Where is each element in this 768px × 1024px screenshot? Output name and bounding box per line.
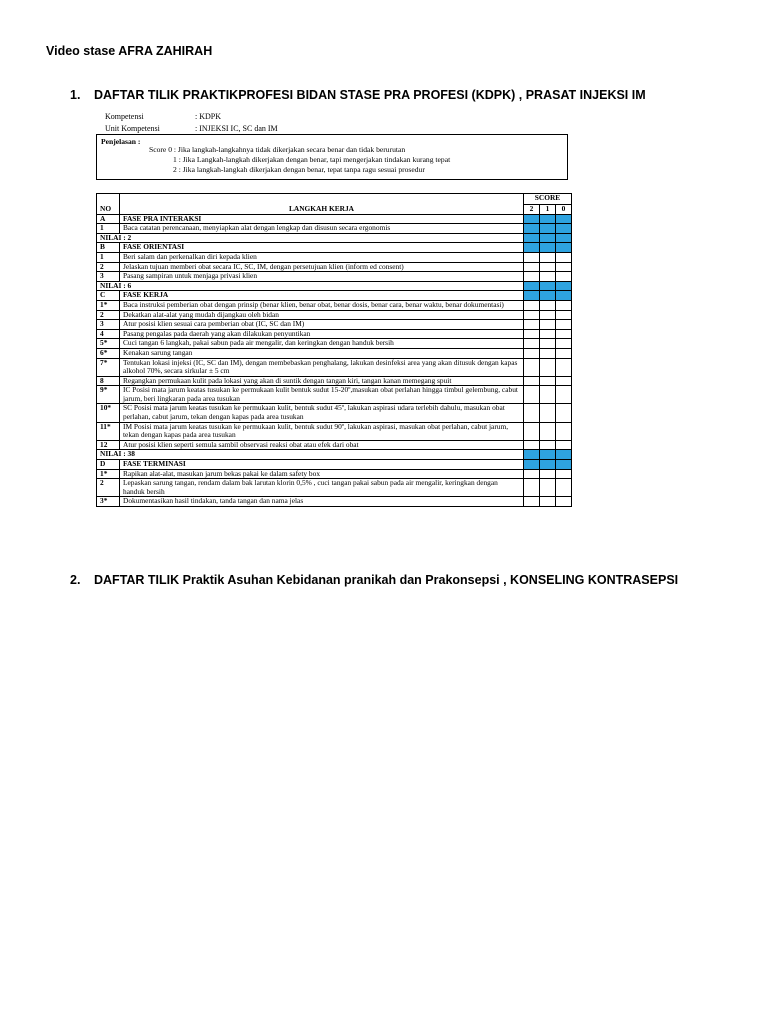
step-text: Dekatkan alat-alat yang mudah dijangkau oleh bidan: [120, 310, 524, 320]
header-score: SCORE: [523, 194, 571, 205]
row-number: 2: [97, 310, 120, 320]
score-cell[interactable]: [555, 214, 571, 224]
score-cell[interactable]: [539, 214, 555, 224]
score-cell[interactable]: [539, 224, 555, 234]
score-cell[interactable]: [523, 300, 539, 310]
row-number: D: [97, 460, 120, 470]
score-cell[interactable]: [555, 252, 571, 262]
score-cell[interactable]: [523, 243, 539, 253]
header-no: NO: [97, 194, 120, 215]
score-cell[interactable]: [555, 348, 571, 358]
row-number: 5*: [97, 339, 120, 349]
score-cell[interactable]: [555, 272, 571, 282]
row-number: 3*: [97, 497, 120, 507]
score-cell[interactable]: [523, 262, 539, 272]
table-header-row: [97, 194, 572, 205]
document-title: Video stase AFRA ZAHIRAH: [46, 44, 213, 58]
score-cell[interactable]: [523, 272, 539, 282]
section-row: [97, 243, 572, 253]
score-cell[interactable]: [523, 310, 539, 320]
meta-key: Unit Kompetensi: [105, 124, 160, 133]
score-cell[interactable]: [523, 479, 539, 497]
section-title: FASE ORIENTASI: [120, 243, 524, 253]
table-row: [97, 422, 572, 440]
score-cell[interactable]: [555, 262, 571, 272]
table-row: [97, 320, 572, 330]
row-number: 7*: [97, 358, 120, 376]
score-cell[interactable]: [523, 497, 539, 507]
score-cell[interactable]: [523, 291, 539, 301]
penjelasan-line: 1 : Jika Langkah-langkah dikerjakan dengan benar, tapi mengerjakan tindakan kurang tepat: [173, 155, 451, 164]
score-cell[interactable]: [555, 460, 571, 470]
score-cell[interactable]: [555, 281, 571, 291]
score-cell[interactable]: [523, 214, 539, 224]
heading-2-text: DAFTAR TILIK Praktik Asuhan Kebidanan pranikah dan Prakonsepsi , KONSELING KONTRASEPSI: [94, 573, 679, 587]
row-number: 11*: [97, 422, 120, 440]
row-number: 1: [97, 224, 120, 234]
row-number: A: [97, 214, 120, 224]
score-cell[interactable]: [555, 469, 571, 479]
step-text: Baca instruksi pemberian obat dengan prinsip (benar klien, benar obat, benar dosis, benar cara, benar waktu, benar dokumentasi): [120, 300, 524, 310]
nilai-label: NILAI : 2: [97, 233, 524, 243]
row-number: 12: [97, 440, 120, 450]
score-cell[interactable]: [523, 376, 539, 386]
row-number: 4: [97, 329, 120, 339]
score-cell[interactable]: [523, 320, 539, 330]
table-row: [97, 339, 572, 349]
table-row: [97, 310, 572, 320]
table-row: [97, 386, 572, 404]
step-text: Cuci tangan 6 langkah, pakai sabun pada air mengalir, dan keringkan dengan handuk bersih: [120, 339, 524, 349]
step-text: Lepaskan sarung tangan, rendam dalam bak larutan klorin 0,5% , cuci tangan pakai sabun pada air mengalir, keringkan dengan handuk bersih: [120, 479, 524, 497]
section-row: [97, 291, 572, 301]
row-number: 2: [97, 262, 120, 272]
table-row: [97, 224, 572, 234]
step-text: Atur posisi klien seperti semula sambil observasi reaksi obat atau efek dari obat: [120, 440, 524, 450]
score-cell[interactable]: [555, 358, 571, 376]
score-cell[interactable]: [523, 233, 539, 243]
score-cell[interactable]: [539, 479, 555, 497]
step-text: SC Posisi mata jarum keatas tusukan ke permukaan kulit, bentuk sudut 45º, lakukan aspirasi udara terlebih dahulu, masukan obat perlahan, cabut jarum, tekan dengan kapas pada area tusukan: [120, 404, 524, 422]
table-row: [97, 272, 572, 282]
score-cell[interactable]: [555, 386, 571, 404]
table-row: [97, 440, 572, 450]
table-row: [97, 262, 572, 272]
step-text: IM Posisi mata jarum keatas tusukan ke permukaan kulit, bentuk sudut 90º, lakukan aspirasi, masukan obat perlahan, cabut jarum, tekan dengan kapas pada area tusukan: [120, 422, 524, 440]
score-cell[interactable]: [539, 376, 555, 386]
row-number: B: [97, 243, 120, 253]
section-title: FASE PRA INTERAKSI: [120, 214, 524, 224]
row-number: C: [97, 291, 120, 301]
score-cell[interactable]: [555, 291, 571, 301]
score-cell[interactable]: [539, 422, 555, 440]
score-cell[interactable]: [555, 404, 571, 422]
score-cell[interactable]: [539, 281, 555, 291]
score-cell[interactable]: [523, 224, 539, 234]
penjelasan-title: Penjelasan :: [101, 137, 141, 146]
step-text: Baca catatan perencanaan, menyiapkan alat dengan lengkap dan disusun secara ergonomis: [120, 224, 524, 234]
score-cell[interactable]: [523, 329, 539, 339]
score-cell[interactable]: [539, 320, 555, 330]
table-row: [97, 376, 572, 386]
score-cell[interactable]: [539, 252, 555, 262]
score-cell[interactable]: [539, 497, 555, 507]
score-cell[interactable]: [539, 262, 555, 272]
score-cell[interactable]: [523, 460, 539, 470]
header-score-0: 0: [555, 205, 571, 215]
score-cell[interactable]: [523, 386, 539, 404]
meta-value: : INJEKSI IC, SC dan IM: [195, 124, 278, 133]
nilai-row: [97, 233, 572, 243]
score-cell[interactable]: [555, 233, 571, 243]
meta-kompetensi: [105, 112, 221, 121]
score-cell[interactable]: [539, 450, 555, 460]
score-cell[interactable]: [523, 358, 539, 376]
table-row: [97, 348, 572, 358]
row-number: 1*: [97, 300, 120, 310]
table-row: [97, 358, 572, 376]
penjelasan-box: [96, 134, 568, 180]
table-row: [97, 329, 572, 339]
header-score-1: 1: [539, 205, 555, 215]
table-row: [97, 497, 572, 507]
score-cell[interactable]: [539, 300, 555, 310]
score-cell[interactable]: [539, 339, 555, 349]
score-cell[interactable]: [539, 291, 555, 301]
header-langkah-kerja: LANGKAH KERJA: [120, 194, 524, 215]
heading-1-text: DAFTAR TILIK PRAKTIKPROFESI BIDAN STASE PRA PROFESI (KDPK) , PRASAT INJEKSI IM: [94, 88, 646, 102]
row-number: 1: [97, 252, 120, 262]
heading-2: [70, 573, 678, 587]
score-cell[interactable]: [523, 469, 539, 479]
row-number: 2: [97, 479, 120, 497]
table-row: [97, 404, 572, 422]
score-cell[interactable]: [555, 440, 571, 450]
score-cell[interactable]: [523, 348, 539, 358]
step-text: Dokumentasikan hasil tindakan, tanda tangan dan nama jelas: [120, 497, 524, 507]
row-number: 1*: [97, 469, 120, 479]
step-text: Regangkan permukaan kulit pada lokasi yang akan di suntik dengan tangan kiri, tangan kanan memegang spuit: [120, 376, 524, 386]
row-number: 6*: [97, 348, 120, 358]
meta-unit-kompetensi: [105, 124, 278, 133]
score-cell[interactable]: [555, 310, 571, 320]
score-cell[interactable]: [555, 497, 571, 507]
step-text: Beri salam dan perkenalkan diri kepada klien: [120, 252, 524, 262]
score-cell[interactable]: [523, 450, 539, 460]
heading-2-number: 2.: [70, 573, 81, 587]
score-cell[interactable]: [539, 358, 555, 376]
score-cell[interactable]: [539, 310, 555, 320]
score-cell[interactable]: [555, 479, 571, 497]
score-cell[interactable]: [539, 348, 555, 358]
section-row: [97, 214, 572, 224]
score-cell[interactable]: [539, 404, 555, 422]
score-cell[interactable]: [523, 252, 539, 262]
nilai-row: [97, 281, 572, 291]
step-text: Pasang pengalas pada daerah yang akan dilakukan penyuntikan: [120, 329, 524, 339]
nilai-label: NILAI : 6: [97, 281, 524, 291]
score-cell[interactable]: [523, 422, 539, 440]
row-number: 3: [97, 272, 120, 282]
penjelasan-line: Score 0 : Jika langkah-langkahnya tidak dikerjakan secara benar dan tidak berurutan: [149, 145, 406, 154]
heading-1-number: 1.: [70, 88, 81, 102]
score-cell[interactable]: [555, 339, 571, 349]
table-row: [97, 479, 572, 497]
score-cell[interactable]: [539, 329, 555, 339]
score-cell[interactable]: [523, 404, 539, 422]
score-cell[interactable]: [523, 281, 539, 291]
score-cell[interactable]: [523, 339, 539, 349]
step-text: Tentukan lokasi injeksi (IC, SC dan IM), dengan membebaskan penghalang, lakukan desinfeksi area yang akan ditusuk dengan kapas alkohol 70%, secara sirkular ± 5 cm: [120, 358, 524, 376]
meta-value: : KDPK: [195, 112, 222, 121]
score-cell[interactable]: [555, 320, 571, 330]
step-text: Rapikan alat-alat, masukan jarum bekas pakai ke dalam safety box: [120, 469, 524, 479]
score-cell[interactable]: [555, 329, 571, 339]
nilai-row: [97, 450, 572, 460]
checklist-table: [96, 193, 572, 507]
score-cell[interactable]: [555, 224, 571, 234]
score-cell[interactable]: [555, 243, 571, 253]
score-cell[interactable]: [555, 422, 571, 440]
step-text: Jelaskan tujuan memberi obat secara IC, SC, IM, dengan persetujuan klien (inform ed consent): [120, 262, 524, 272]
row-number: 10*: [97, 404, 120, 422]
score-cell[interactable]: [539, 469, 555, 479]
score-cell[interactable]: [539, 440, 555, 450]
score-cell[interactable]: [539, 386, 555, 404]
step-text: Atur posisi klien sesuai cara pemberian obat (IC, SC dan IM): [120, 320, 524, 330]
meta-key: Kompetensi: [105, 112, 144, 121]
step-text: Kenakan sarung tangan: [120, 348, 524, 358]
table-row: [97, 252, 572, 262]
score-cell[interactable]: [555, 450, 571, 460]
row-number: 8: [97, 376, 120, 386]
nilai-label: NILAI : 38: [97, 450, 524, 460]
score-cell[interactable]: [539, 272, 555, 282]
score-cell[interactable]: [539, 243, 555, 253]
table-row: [97, 469, 572, 479]
row-number: 9*: [97, 386, 120, 404]
score-cell[interactable]: [555, 300, 571, 310]
section-row: [97, 460, 572, 470]
header-score-2: 2: [523, 205, 539, 215]
score-cell[interactable]: [555, 376, 571, 386]
heading-1: [70, 88, 646, 102]
step-text: Pasang sampiran untuk menjaga privasi klien: [120, 272, 524, 282]
step-text: IC Posisi mata jarum keatas tusukan ke permukaan kulit bentuk sudut 15-20º,masukan obat perlahan hingga timbul gelembung, cabut jarum, beri lingkaran pada area tusukan: [120, 386, 524, 404]
penjelasan-line: 2 : Jika langkah-langkah dikerjakan dengan benar, tepat tanpa ragu sesuai prosedur: [173, 165, 425, 174]
score-cell[interactable]: [539, 460, 555, 470]
score-cell[interactable]: [539, 233, 555, 243]
section-title: FASE TERMINASI: [120, 460, 524, 470]
score-cell[interactable]: [523, 440, 539, 450]
section-title: FASE KERJA: [120, 291, 524, 301]
table-row: [97, 300, 572, 310]
row-number: 3: [97, 320, 120, 330]
